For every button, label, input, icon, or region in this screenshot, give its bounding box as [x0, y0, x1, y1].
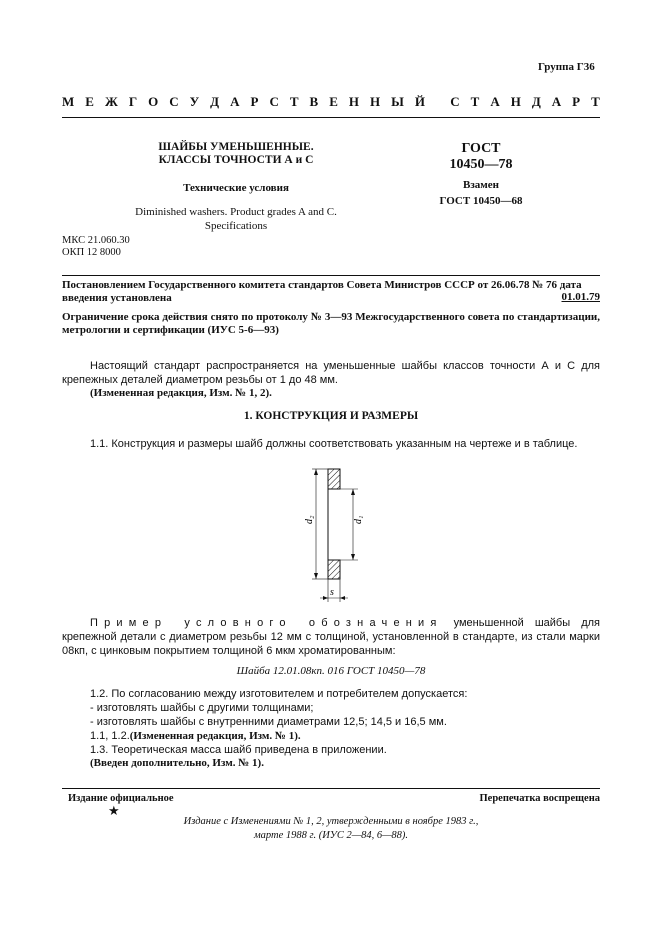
designation-formula: Шайба 12.01.08кп. 016 ГОСТ 10450—78 — [236, 665, 426, 677]
banner-letter: Д — [531, 94, 541, 109]
banner-letter: Н — [348, 94, 359, 109]
edition-note — [62, 815, 600, 843]
footer-reprint: Перепечатка воспрещена — [479, 793, 600, 804]
gost-old: ГОСТ 10450—68 — [439, 195, 523, 207]
gost-number: 10450—78 — [449, 157, 513, 172]
title-en-line1: Diminished washers. Product grades A and C. — [135, 206, 337, 218]
title-block — [120, 141, 352, 233]
washer-drawing — [290, 462, 370, 617]
footer-official: Издание официальное — [68, 793, 174, 804]
intro-edit: (Измененная редакция, Изм. № 1, 2). — [90, 387, 272, 399]
banner-letter: У — [189, 94, 200, 109]
edition-note-line1: Издание с Изменениями № 1, 2, утвержденными в ноябре 1983 г., — [183, 816, 479, 827]
banner-letter: Т — [591, 94, 600, 109]
item-1-1-edit-text: (Измененная редакция, Изм. № 1). — [129, 730, 301, 742]
banner-letter: Т — [470, 94, 480, 109]
banner-letter: Р — [572, 94, 581, 109]
header-rule — [62, 117, 600, 118]
banner-letter: М — [62, 94, 75, 109]
title-line1: ШАЙБЫ УМЕНЬШЕННЫЕ. — [158, 141, 314, 153]
banner-letter: О — [148, 94, 159, 109]
standard-banner — [62, 94, 600, 110]
edition-note-line2: марте 1988 г. (ИУС 2—84, 6—88). — [253, 830, 409, 841]
banner-letter: А — [490, 94, 500, 109]
banner-gap — [436, 94, 439, 110]
title-line2: КЛАССЫ ТОЧНОСТИ А и С — [158, 154, 314, 166]
star-icon: ★ — [108, 803, 120, 818]
list-item-1: - изготовлять шайбы с другими толщинами; — [90, 702, 314, 714]
banner-letter: Н — [510, 94, 521, 109]
banner-letter: В — [309, 94, 319, 109]
restriction: Ограничение срока действия снято по протоколу № 3—93 Межгосударственного совета по стандартизации, метрологии и сертификации (ИУС 5-6—93) — [62, 311, 600, 336]
item-1-1-prefix: 1.1, 1.2. — [90, 730, 130, 742]
gost-block — [426, 141, 536, 207]
banner-letter: А — [230, 94, 240, 109]
section-heading: 1. КОНСТРУКЦИЯ И РАЗМЕРЫ — [243, 410, 419, 422]
d2-label: d₂ — [304, 515, 315, 524]
banner-letter: С — [450, 94, 460, 109]
banner-letter: С — [169, 94, 179, 109]
example-label: Пример условного обозначения — [90, 617, 443, 629]
banner-letter: Й — [414, 94, 425, 109]
banner-letter: Ж — [104, 94, 118, 109]
mks-code: МКС 21.060.30 — [62, 235, 130, 246]
footer-rule — [62, 788, 600, 789]
item-1-2: 1.2. По согласованию между изготовителем и потребителем допускается: — [90, 688, 468, 700]
intro-text: Настоящий стандарт распространяется на уменьшенные шайбы классов точности А и С для крепежных деталей диаметром резьбы от 1 до 48 мм. — [62, 360, 600, 386]
decree-text: Постановлением Государственного комитета стандартов Совета Министров СССР от 26.06.78 № 76 дата введения установлена — [62, 279, 582, 304]
d1-label: d₁ — [353, 515, 364, 524]
gost-label: ГОСТ — [461, 141, 501, 156]
banner-letter: Д — [210, 94, 220, 109]
subtitle: Технические условия — [183, 182, 289, 194]
banner-letter: Е — [85, 94, 94, 109]
banner-letter: Г — [128, 94, 138, 109]
item-1-3-edit: (Введен дополнительно, Изм. № 1). — [90, 757, 264, 769]
banner-letter: Т — [289, 94, 299, 109]
banner-letter: Ы — [391, 94, 404, 109]
codes-rule — [62, 275, 600, 276]
group-code: Группа Г36 — [538, 61, 595, 73]
banner-letter: Е — [329, 94, 338, 109]
banner-letter: Н — [369, 94, 381, 109]
gost-instead: Взамен — [463, 179, 499, 191]
list-item-2: - изготовлять шайбы с внутренними диаметрами 12,5; 14,5 и 16,5 мм. — [90, 716, 447, 728]
classification-codes — [62, 235, 130, 259]
banner-letter: А — [551, 94, 562, 109]
title-en-line2: Specifications — [204, 220, 268, 232]
banner-letter: Р — [250, 94, 259, 109]
banner-letter: С — [269, 94, 279, 109]
example-paragraph — [62, 616, 600, 658]
okp-code: ОКП 12 8000 — [62, 247, 121, 258]
decree-date: 01.01.79 — [561, 291, 600, 303]
item-1-1-edit — [90, 729, 301, 743]
decree — [62, 279, 600, 305]
example-text: уменьшенной шайбы для крепежной детали с диаметром резьбы 12 мм с толщиной, установленной в стандарте, из стали марки 08кп, с цинковым покрытием толщиной 6 мкм хроматированным: — [62, 617, 600, 657]
s-label: s — [330, 587, 334, 598]
item-1-3: 1.3. Теоретическая масса шайб приведена в приложении. — [90, 744, 387, 756]
section-paragraph-1-1: 1.1. Конструкция и размеры шайб должны соответствовать указанным на чертеже и в таблице. — [90, 438, 578, 450]
